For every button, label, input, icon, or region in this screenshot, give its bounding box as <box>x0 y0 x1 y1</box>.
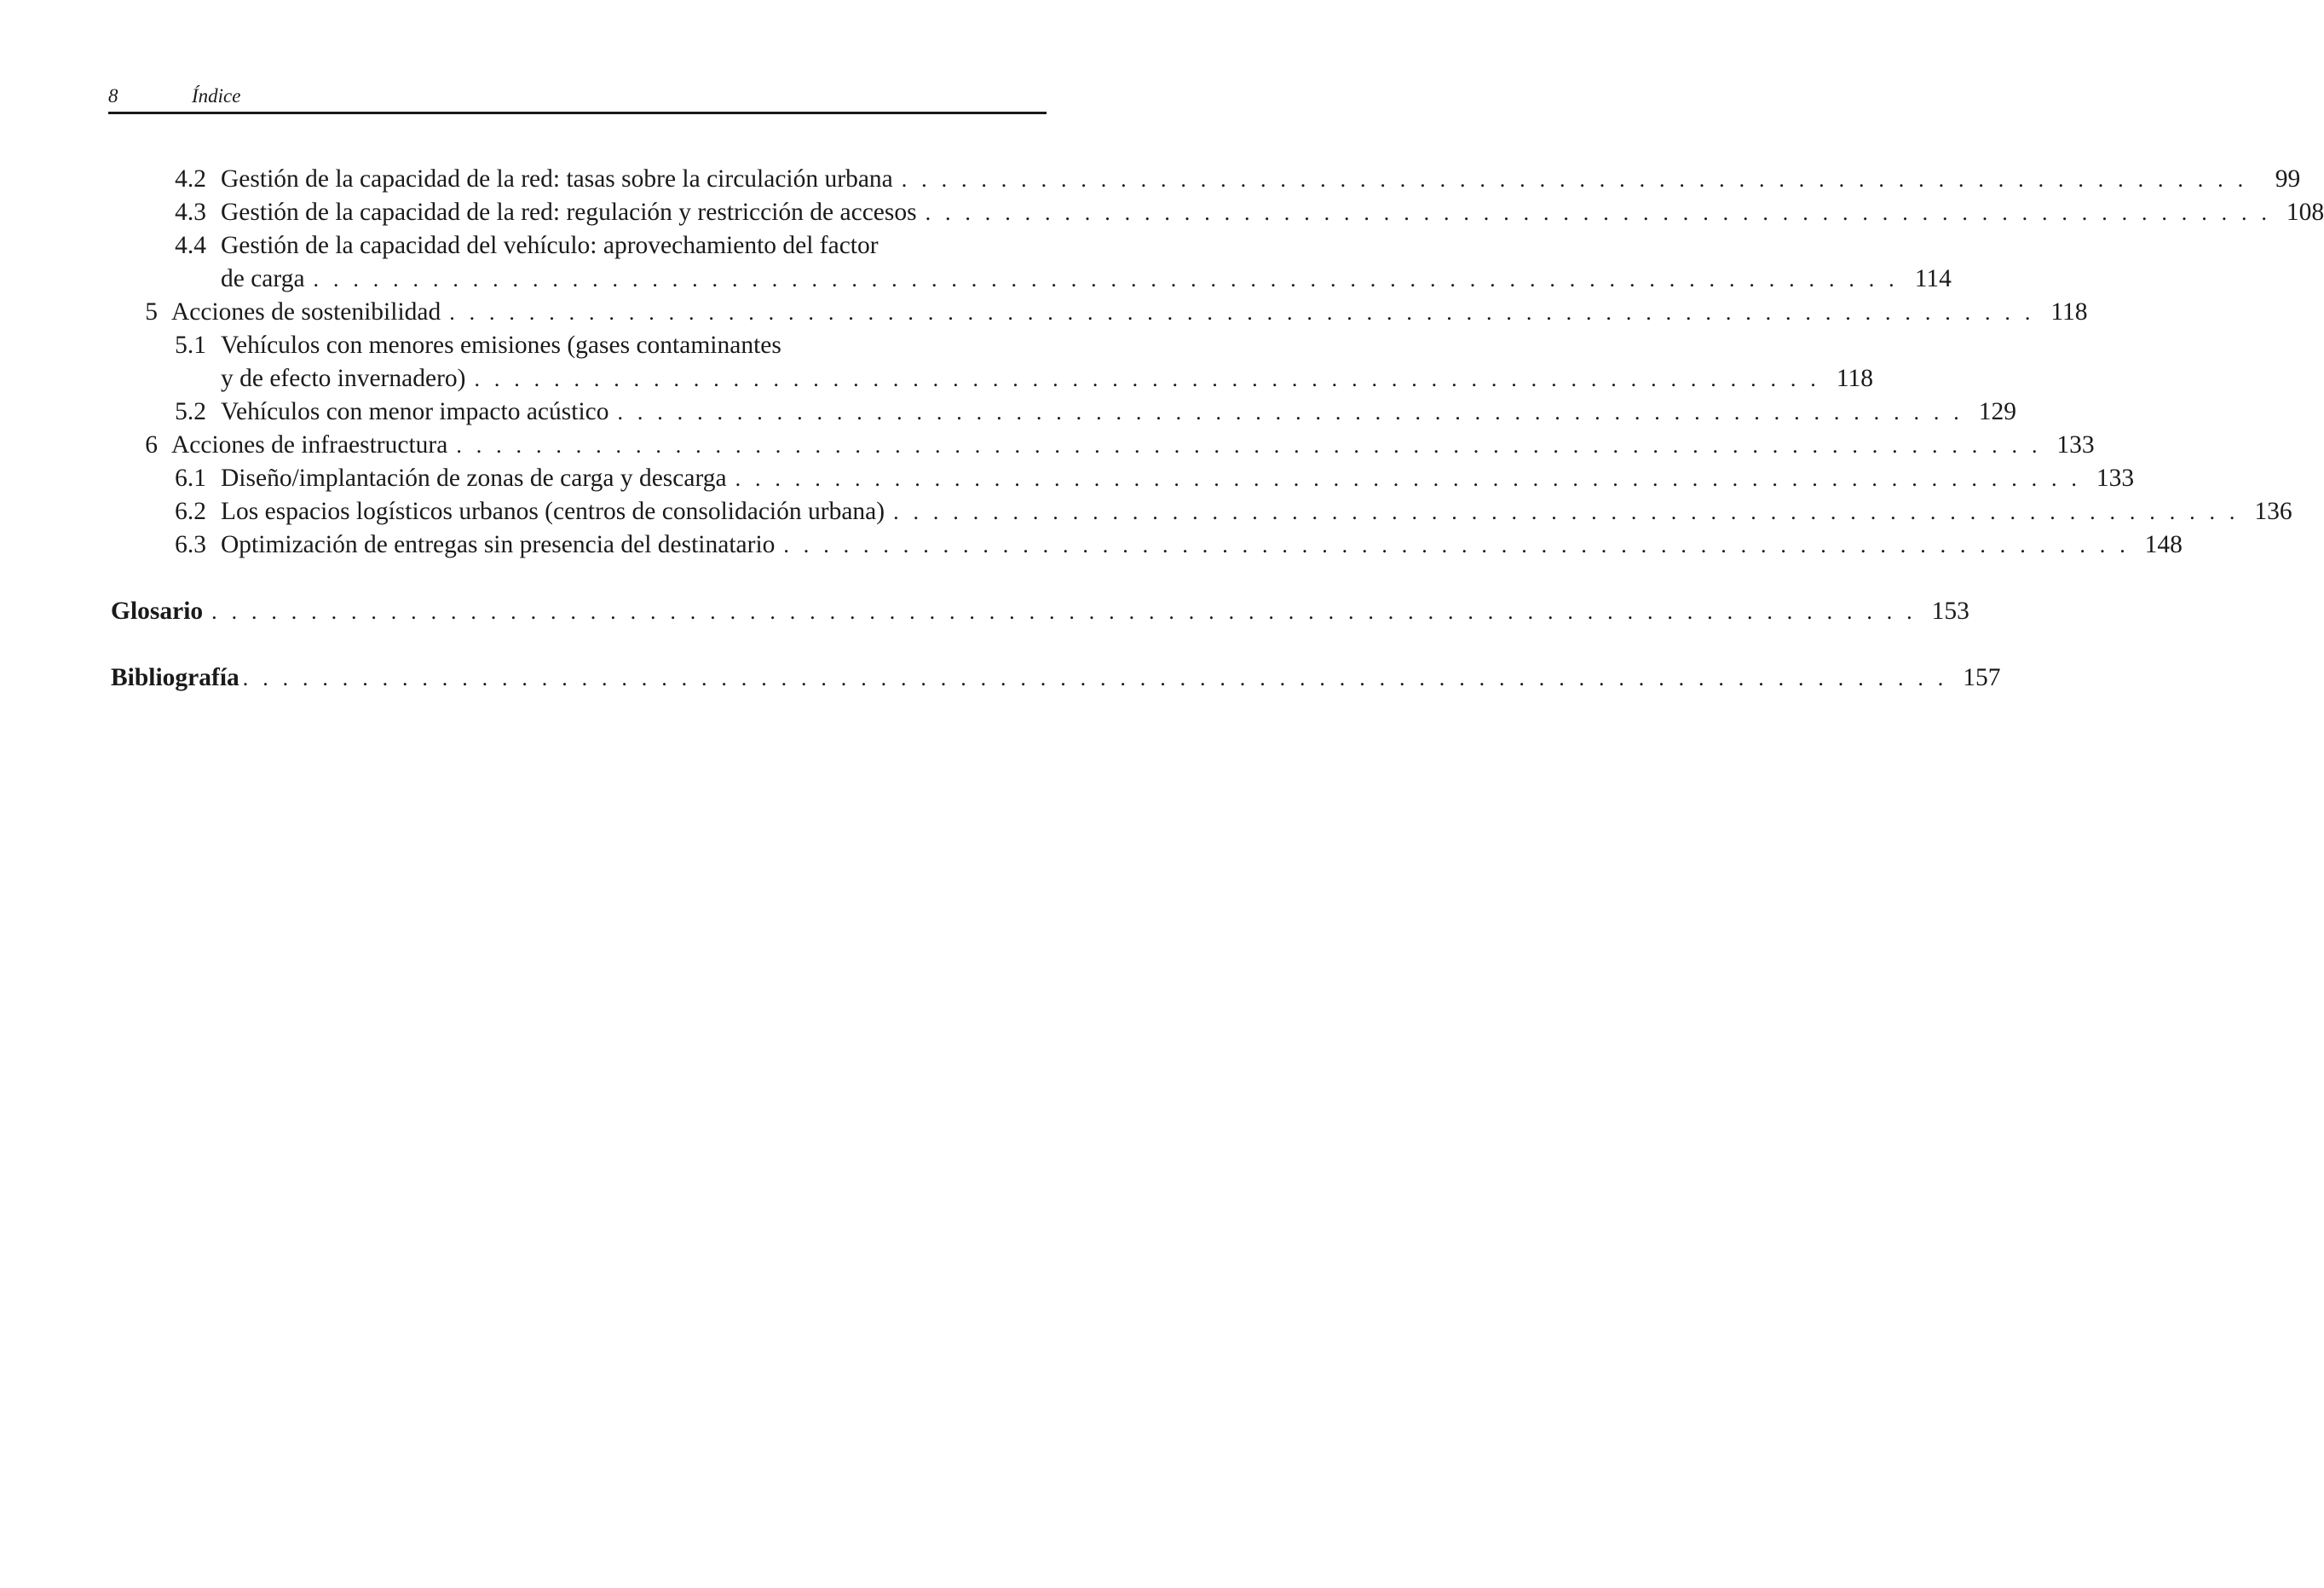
toc-entry-number: 6.1 <box>175 465 206 492</box>
dot-leader: . . . . . . . . . . . . . . . . . . . . . . . . . . . . . . . . . . . . . . . . . . . . . . . . . . . . . . . . . . . . . . . . . . . . <box>925 200 2272 225</box>
toc-entry-page: 108 <box>2286 199 2324 226</box>
toc-entry-page: 153 <box>1931 598 1969 625</box>
dot-leader: . . . . . . . . . . . . . . . . . . . . . . . . . . . . . . . . . . . . . . . . . . . . . . . . . . . . . . . . . . . . . . . . . . . . . . . . . . . . . . . . . . . . . . <box>211 599 1917 624</box>
toc-entry-title: Diseño/implantación de zonas de carga y descarga <box>221 465 727 492</box>
toc-entry-number: 4.4 <box>175 232 206 259</box>
toc-entry-title: Acciones de sostenibilidad <box>171 298 441 326</box>
toc-entry-title: Gestión de la capacidad del vehículo: aprovechamiento del factor <box>221 232 879 259</box>
running-head <box>108 82 1046 113</box>
toc-entry-number: 5.1 <box>175 332 206 359</box>
dot-leader: . . . . . . . . . . . . . . . . . . . . . . . . . . . . . . . . . . . . . . . . . . . . . . . . . . . . . . . . . . . . . . . . . . . . <box>783 533 2130 557</box>
toc-entry-title: Bibliografía <box>111 664 239 691</box>
toc-entry <box>0 395 2016 429</box>
toc-entry-title: Acciones de infraestructura <box>171 431 448 459</box>
toc-entry-page: 118 <box>2050 298 2088 326</box>
dot-leader: . . . . . . . . . . . . . . . . . . . . . . . . . . . . . . . . . . . . . . . . . . . . . . . . . . . . . . . . . . . . . . . . . . . . . . . . . . . . . . . . <box>456 433 2042 458</box>
toc-entry <box>0 228 1187 263</box>
dot-leader: . . . . . . . . . . . . . . . . . . . . . . . . . . . . . . . . . . . . . . . . . . . . . . . . . . . . . . . . . . . . . . . . . . . . . . . . . . . . . . . . <box>313 267 1899 292</box>
toc-entry-title-continuation: de carga <box>221 265 305 292</box>
toc-entry-page: 118 <box>1836 365 1873 392</box>
toc-entry-title: Gestión de la capacidad de la red: tasas sobre la circulación urbana <box>221 165 893 193</box>
toc-entry <box>0 428 2095 462</box>
running-head-title: Índice <box>192 85 241 107</box>
toc-back-matter-entry <box>0 594 1969 628</box>
toc-entry-continuation <box>0 262 1952 296</box>
toc-entry-number: 6.2 <box>175 498 206 525</box>
toc-entry-title: Optimización de entregas sin presencia del destinatario <box>221 531 776 558</box>
toc-entry-page: 157 <box>1963 664 2001 691</box>
toc-entry-title: Gestión de la capacidad de la red: regulación y restricción de accesos <box>221 199 917 226</box>
toc-entry-number: 6 <box>145 431 158 459</box>
page-number: 8 <box>108 85 118 107</box>
toc-entry <box>0 461 2135 495</box>
toc-entry <box>0 295 2088 329</box>
dot-leader: . . . . . . . . . . . . . . . . . . . . . . . . . . . . . . . . . . . . . . . . . . . . . . . . . . . . . . . . . . . . . . . . . . . . . . . . . . . . . . . . . . . . . . <box>242 666 1948 690</box>
toc-entry-page: 136 <box>2254 498 2292 525</box>
toc-entry-page: 148 <box>2144 531 2183 558</box>
toc-entry <box>0 328 1187 362</box>
dot-leader: . . . . . . . . . . . . . . . . . . . . . . . . . . . . . . . . . . . . . . . . . . . . . . . . . . . . . . . . . . . . . . . . . . . . <box>893 499 2240 524</box>
toc-back-matter-entry <box>0 661 2001 695</box>
toc-entry-page: 99 <box>2275 165 2301 193</box>
toc-entry-page: 133 <box>2096 465 2135 492</box>
dot-leader: . . . . . . . . . . . . . . . . . . . . . . . . . . . . . . . . . . . . . . . . . . . . . . . . . . . . . . . . . . . . . . . . . . . . <box>474 367 1820 391</box>
header-rule <box>108 112 1047 114</box>
toc-entry <box>0 528 2183 562</box>
toc-entry-number: 4.3 <box>175 199 206 226</box>
toc-entry <box>0 162 2301 196</box>
dot-leader: . . . . . . . . . . . . . . . . . . . . . . . . . . . . . . . . . . . . . . . . . . . . . . . . . . . . . . . . . . . . . . . . . . . . <box>735 466 2082 491</box>
toc-entry-number: 4.2 <box>175 165 206 193</box>
toc-entry-page: 114 <box>1914 265 1952 292</box>
toc-entry-title: Glosario <box>111 598 204 625</box>
toc-entry-continuation <box>0 361 1873 396</box>
toc-entry-number: 5 <box>145 298 158 326</box>
toc-entry-page: 133 <box>2056 431 2095 459</box>
toc-entry-title: Vehículos con menor impacto acústico <box>221 398 609 425</box>
toc-entry-title: Vehículos con menores emisiones (gases contaminantes <box>221 332 781 359</box>
dot-leader: . . . . . . . . . . . . . . . . . . . . . . . . . . . . . . . . . . . . . . . . . . . . . . . . . . . . . . . . . . . . . . . . . . . . <box>901 167 2248 192</box>
toc-entry-title-continuation: y de efecto invernadero) <box>221 365 466 392</box>
toc-entry <box>0 494 2292 528</box>
dot-leader: . . . . . . . . . . . . . . . . . . . . . . . . . . . . . . . . . . . . . . . . . . . . . . . . . . . . . . . . . . . . . . . . . . . . <box>617 400 1964 424</box>
toc-entry-number: 5.2 <box>175 398 206 425</box>
toc-entry <box>0 195 2324 229</box>
toc-entry-title: Los espacios logísticos urbanos (centros de consolidación urbana) <box>221 498 885 525</box>
toc-entry-number: 6.3 <box>175 531 206 558</box>
toc-entry-page: 129 <box>1978 398 2016 425</box>
dot-leader: . . . . . . . . . . . . . . . . . . . . . . . . . . . . . . . . . . . . . . . . . . . . . . . . . . . . . . . . . . . . . . . . . . . . . . . . . . . . . . . . <box>449 300 2035 325</box>
